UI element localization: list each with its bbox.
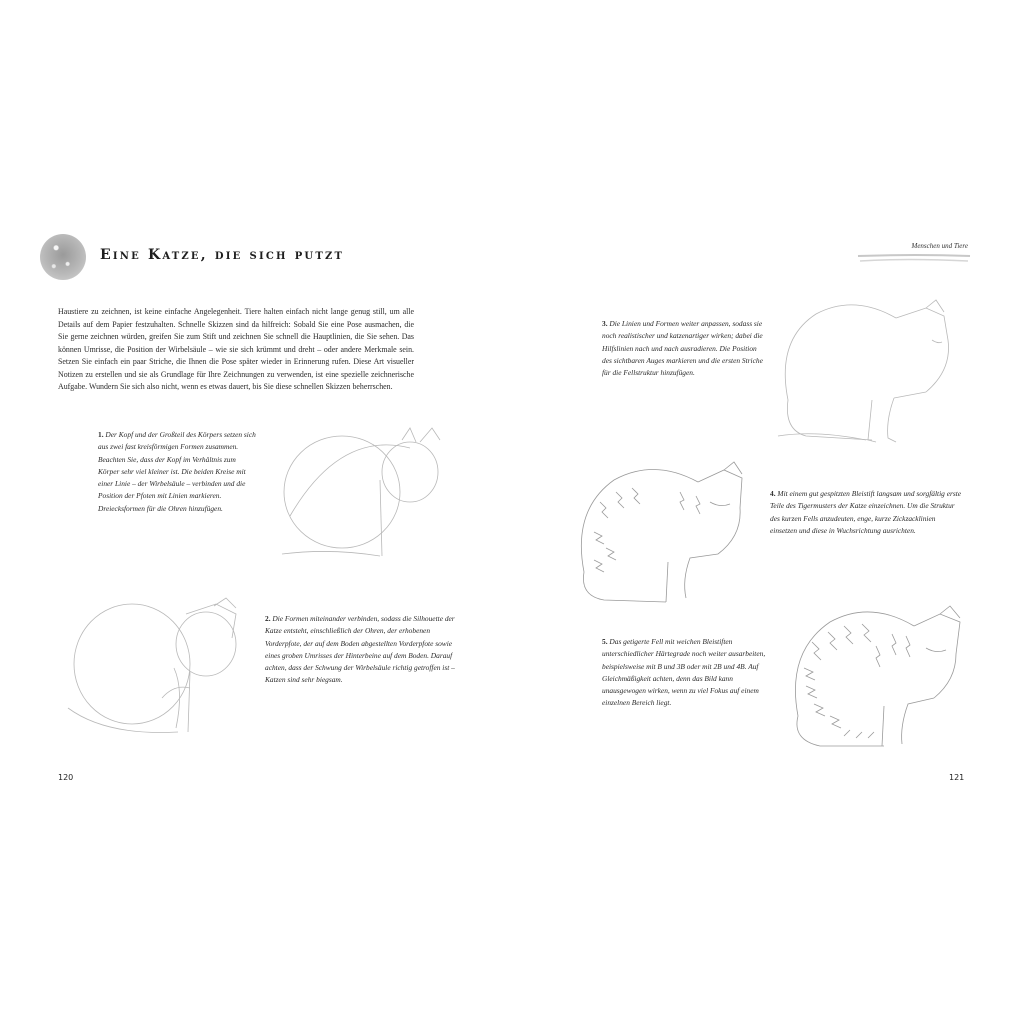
step-3-text: Die Linien und Formen weiter anpassen, sodass sie noch realistischer und katzenartiger wirken; dabei die Hilfslinien nach und nach ausradieren. Die Position des sichtbaren Auges markieren und die ersten Striche für die Fellstruktur hinzufügen. <box>602 319 763 378</box>
page-number-left: 120 <box>58 773 74 782</box>
step-1-number: 1. <box>98 430 104 439</box>
step-5-sketch <box>784 606 964 750</box>
page-number-right: 121 <box>949 773 965 782</box>
intro-paragraph: Haustiere zu zeichnen, ist keine einfache Angelegenheit. Tiere halten einfach nicht lange genug still, um alle Details auf dem Papier festzuhalten. Schnelle Skizzen sind da hilfreich: Sobald Sie eine Pose ausmachen, die Sie gerne zeichnen würden, greifen Sie zum Stift und zeichnen Sie schnell die Hauptlinien, die Sie sehen. Das können Umrisse, die Position der Wirbelsäule – wie sie sich krümmt und dreht – oder andere Merkmale sein. Setzen Sie einfach ein paar Striche, die Ihnen die Pose später wieder in Erinnerung rufen. Diese Art visueller Notizen zu erstellen und sie als Grundlage für Ihre Zeichnungen zu verwenden, ist eine spezielle zeichnerische Aufgabe. Wundern Sie sich also nicht, wenn es etwas dauert, bis Sie diese schnellen Skizzen beherrschen. <box>58 307 414 391</box>
section-label-underline <box>856 252 972 266</box>
step-5 <box>602 636 770 710</box>
step-4 <box>770 488 962 537</box>
section-label: Menschen und Tiere <box>911 242 968 250</box>
step-5-number: 5. <box>602 637 608 646</box>
step-4-sketch <box>570 462 746 606</box>
step-4-number: 4. <box>770 489 776 498</box>
step-5-text: Das getigerte Fell mit weichen Bleistiften unterschiedlicher Härtegrade noch weiter ausarbeiten, beispielsweise mit B und 3B oder mit 2B und 4B. Auf Gleichmäßigkeit achten, denn das Bild kann unausgewogen wirken, wenn zu viel Fokus auf einem einzelnen Bereich liegt. <box>602 637 766 708</box>
step-2-sketch <box>66 598 244 738</box>
step-2-text: Die Formen miteinander verbinden, sodass die Silhouette der Katze entsteht, einschließlich der Ohren, der erhobenen Vorderpfote, der auf dem Boden abgestellten Vorderpfote sowie eines groben Umrisses der Hinterbeine auf dem Boden. Darauf achten, dass der Schwung der Wirbelsäule richtig getroffen ist – Katzen sind sehr biegsam. <box>265 614 455 685</box>
step-1-text: Der Kopf und der Großteil des Körpers setzen sich aus zwei fast kreisförmigen Formen zusammen. Beachten Sie, dass der Kopf im Verhältnis zum Körper sehr viel kleiner ist. Die beiden Kreise mit einer Linie – der Wirbelsäule – verbinden und die Position der Pfoten mit Linien markieren. Dreiecksformen für die Ohren hinzufügen. <box>98 430 256 513</box>
step-1-sketch <box>270 420 450 560</box>
step-2 <box>265 613 465 687</box>
page-title: Eine Katze, die sich putzt <box>100 247 345 263</box>
step-3-number: 3. <box>602 319 608 328</box>
step-3-sketch <box>776 300 952 446</box>
step-1 <box>98 429 256 515</box>
step-3 <box>602 318 768 379</box>
title-ornament <box>40 234 86 280</box>
step-2-number: 2. <box>265 614 271 623</box>
step-4-text: Mit einem gut gespitzten Bleistift langsam und sorgfältig erste Teile des Tigermusters der Katze einzeichnen. Um die Struktur des kurzen Fells anzudeuten, enge, kurze Zickzacklinien einsetzen und diese in Wuchsrichtung ausrichten. <box>770 489 962 535</box>
